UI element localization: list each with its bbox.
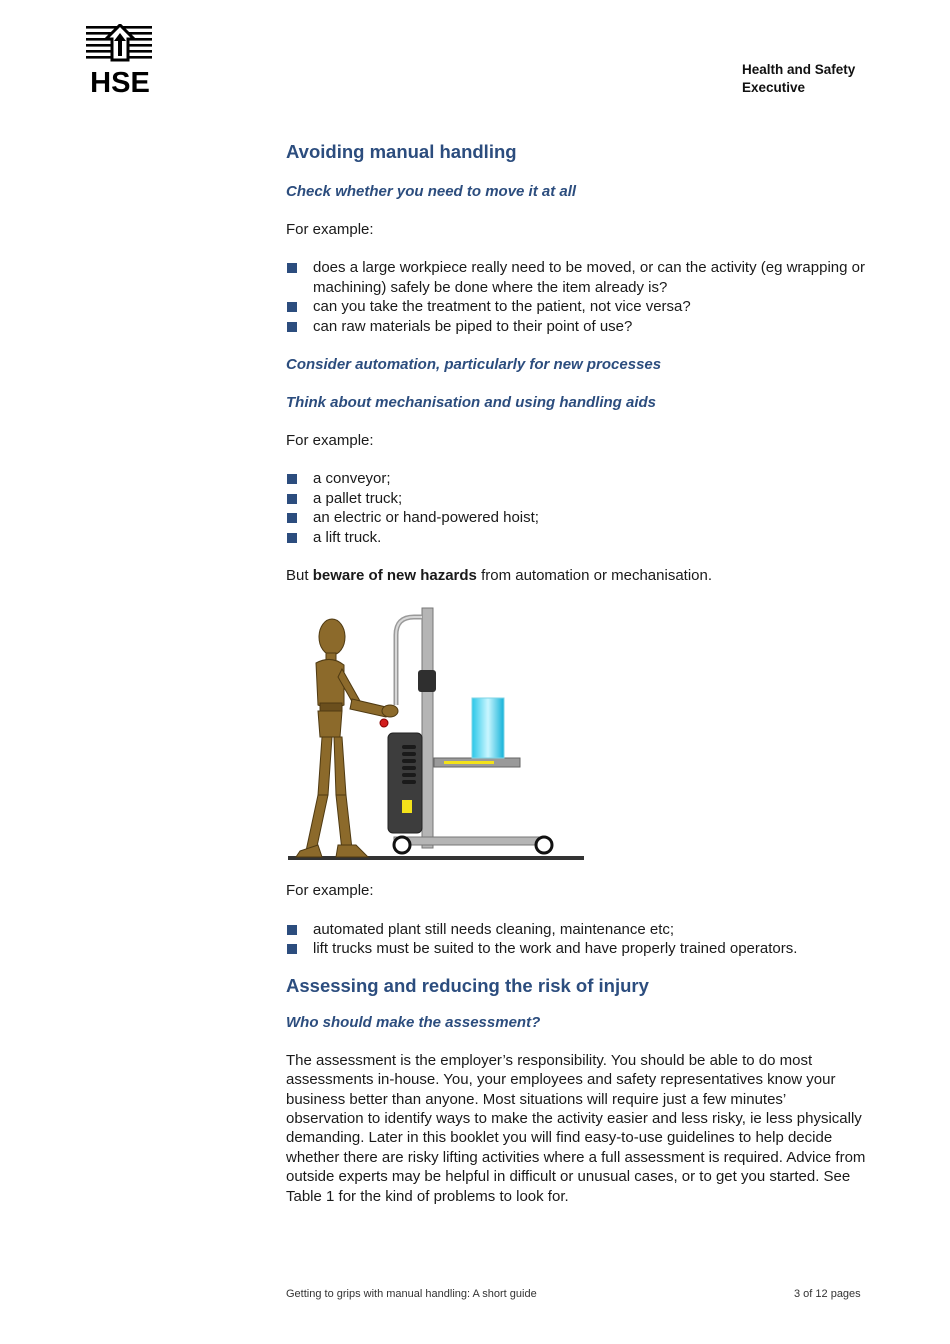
truck-handle-bar xyxy=(396,617,422,705)
organisation-name xyxy=(742,61,855,97)
for-example-3: For example: xyxy=(286,882,374,900)
footer-page-number: 3 of 12 pages xyxy=(794,1288,861,1300)
beware-emphasis: beware of new hazards xyxy=(312,567,477,585)
bullet-list-1 xyxy=(286,258,866,336)
subheading-check: Check whether you need to move it at all xyxy=(286,183,577,200)
bullet-list-2 xyxy=(286,469,866,547)
mast-motor xyxy=(418,670,436,692)
list-item: lift trucks must be suited to the work and have properly trained operators. xyxy=(286,939,866,958)
bullet-square-icon xyxy=(287,494,297,504)
list-item: an electric or hand-powered hoist; xyxy=(286,508,866,527)
bullet-square-icon xyxy=(287,925,297,935)
rear-wheel xyxy=(394,837,410,853)
bullet-square-icon xyxy=(287,513,297,523)
subheading-automation: Consider automation, particularly for new processes xyxy=(286,356,662,374)
bullet-square-icon xyxy=(287,474,297,484)
list-item: a pallet truck; xyxy=(286,489,866,508)
subheading-who-assesses: Who should make the assessment? xyxy=(286,1013,541,1031)
hse-logo xyxy=(84,24,156,94)
logo-text: HSE xyxy=(90,67,150,94)
heading-avoiding-manual-handling: Avoiding manual handling xyxy=(286,141,517,162)
mannequin-figure xyxy=(296,619,398,857)
bullet-square-icon xyxy=(287,322,297,332)
bullet-square-icon xyxy=(287,302,297,312)
list-item: can you take the treatment to the patient, not vice versa? xyxy=(286,297,866,316)
bullet-square-icon xyxy=(287,944,297,954)
list-item: a lift truck. xyxy=(286,528,866,547)
heading-assessing-risk: Assessing and reducing the risk of injury xyxy=(286,974,649,996)
list-item: does a large workpiece really need to be moved, or can the activity (eg wrapping or machining) safely be done where the item already is? xyxy=(286,258,866,297)
front-wheel xyxy=(536,837,552,853)
floor-line xyxy=(288,856,584,860)
bullet-square-icon xyxy=(287,263,297,273)
org-line-2: Executive xyxy=(742,80,806,95)
bullet-list-3 xyxy=(286,920,866,959)
footer-title: Getting to grips with manual handling: A short guide xyxy=(286,1288,537,1300)
truck-mast xyxy=(422,608,433,848)
org-line-1: Health and Safety xyxy=(742,62,856,77)
for-example-2: For example: xyxy=(286,432,374,450)
list-item: a conveyor; xyxy=(286,469,866,488)
list-item: automated plant still needs cleaning, maintenance etc; xyxy=(286,920,866,939)
load-box xyxy=(472,698,504,758)
yellow-label xyxy=(402,800,412,813)
for-example-1: For example: xyxy=(286,221,374,238)
beware-text: But beware of new hazards from automation or mechanisation. xyxy=(286,567,713,585)
subheading-mechanisation: Think about mechanisation and using handling aids xyxy=(286,394,657,412)
assessment-paragraph: The assessment is the employer’s responsibility. You should be able to do most assessments in-house. You, your employees and safety representatives know your business better than anyone. Most situations will require just a few minutes’ observation to identify ways to make the activity easier and less risky, ie less physically demanding. Later in this booklet you will find easy-to-use guidelines to help decide whether there are risky lifting activities where a full assessment is required. Advice from outside experts may be helpful in difficult or unusual cases, or to get you started. See Table 1 for the kind of problems to look for. xyxy=(286,1051,866,1205)
list-item: can raw materials be piped to their point of use? xyxy=(286,317,866,336)
bullet-square-icon xyxy=(287,533,297,543)
truck-base xyxy=(394,837,546,845)
lift-truck-illustration xyxy=(286,605,586,865)
